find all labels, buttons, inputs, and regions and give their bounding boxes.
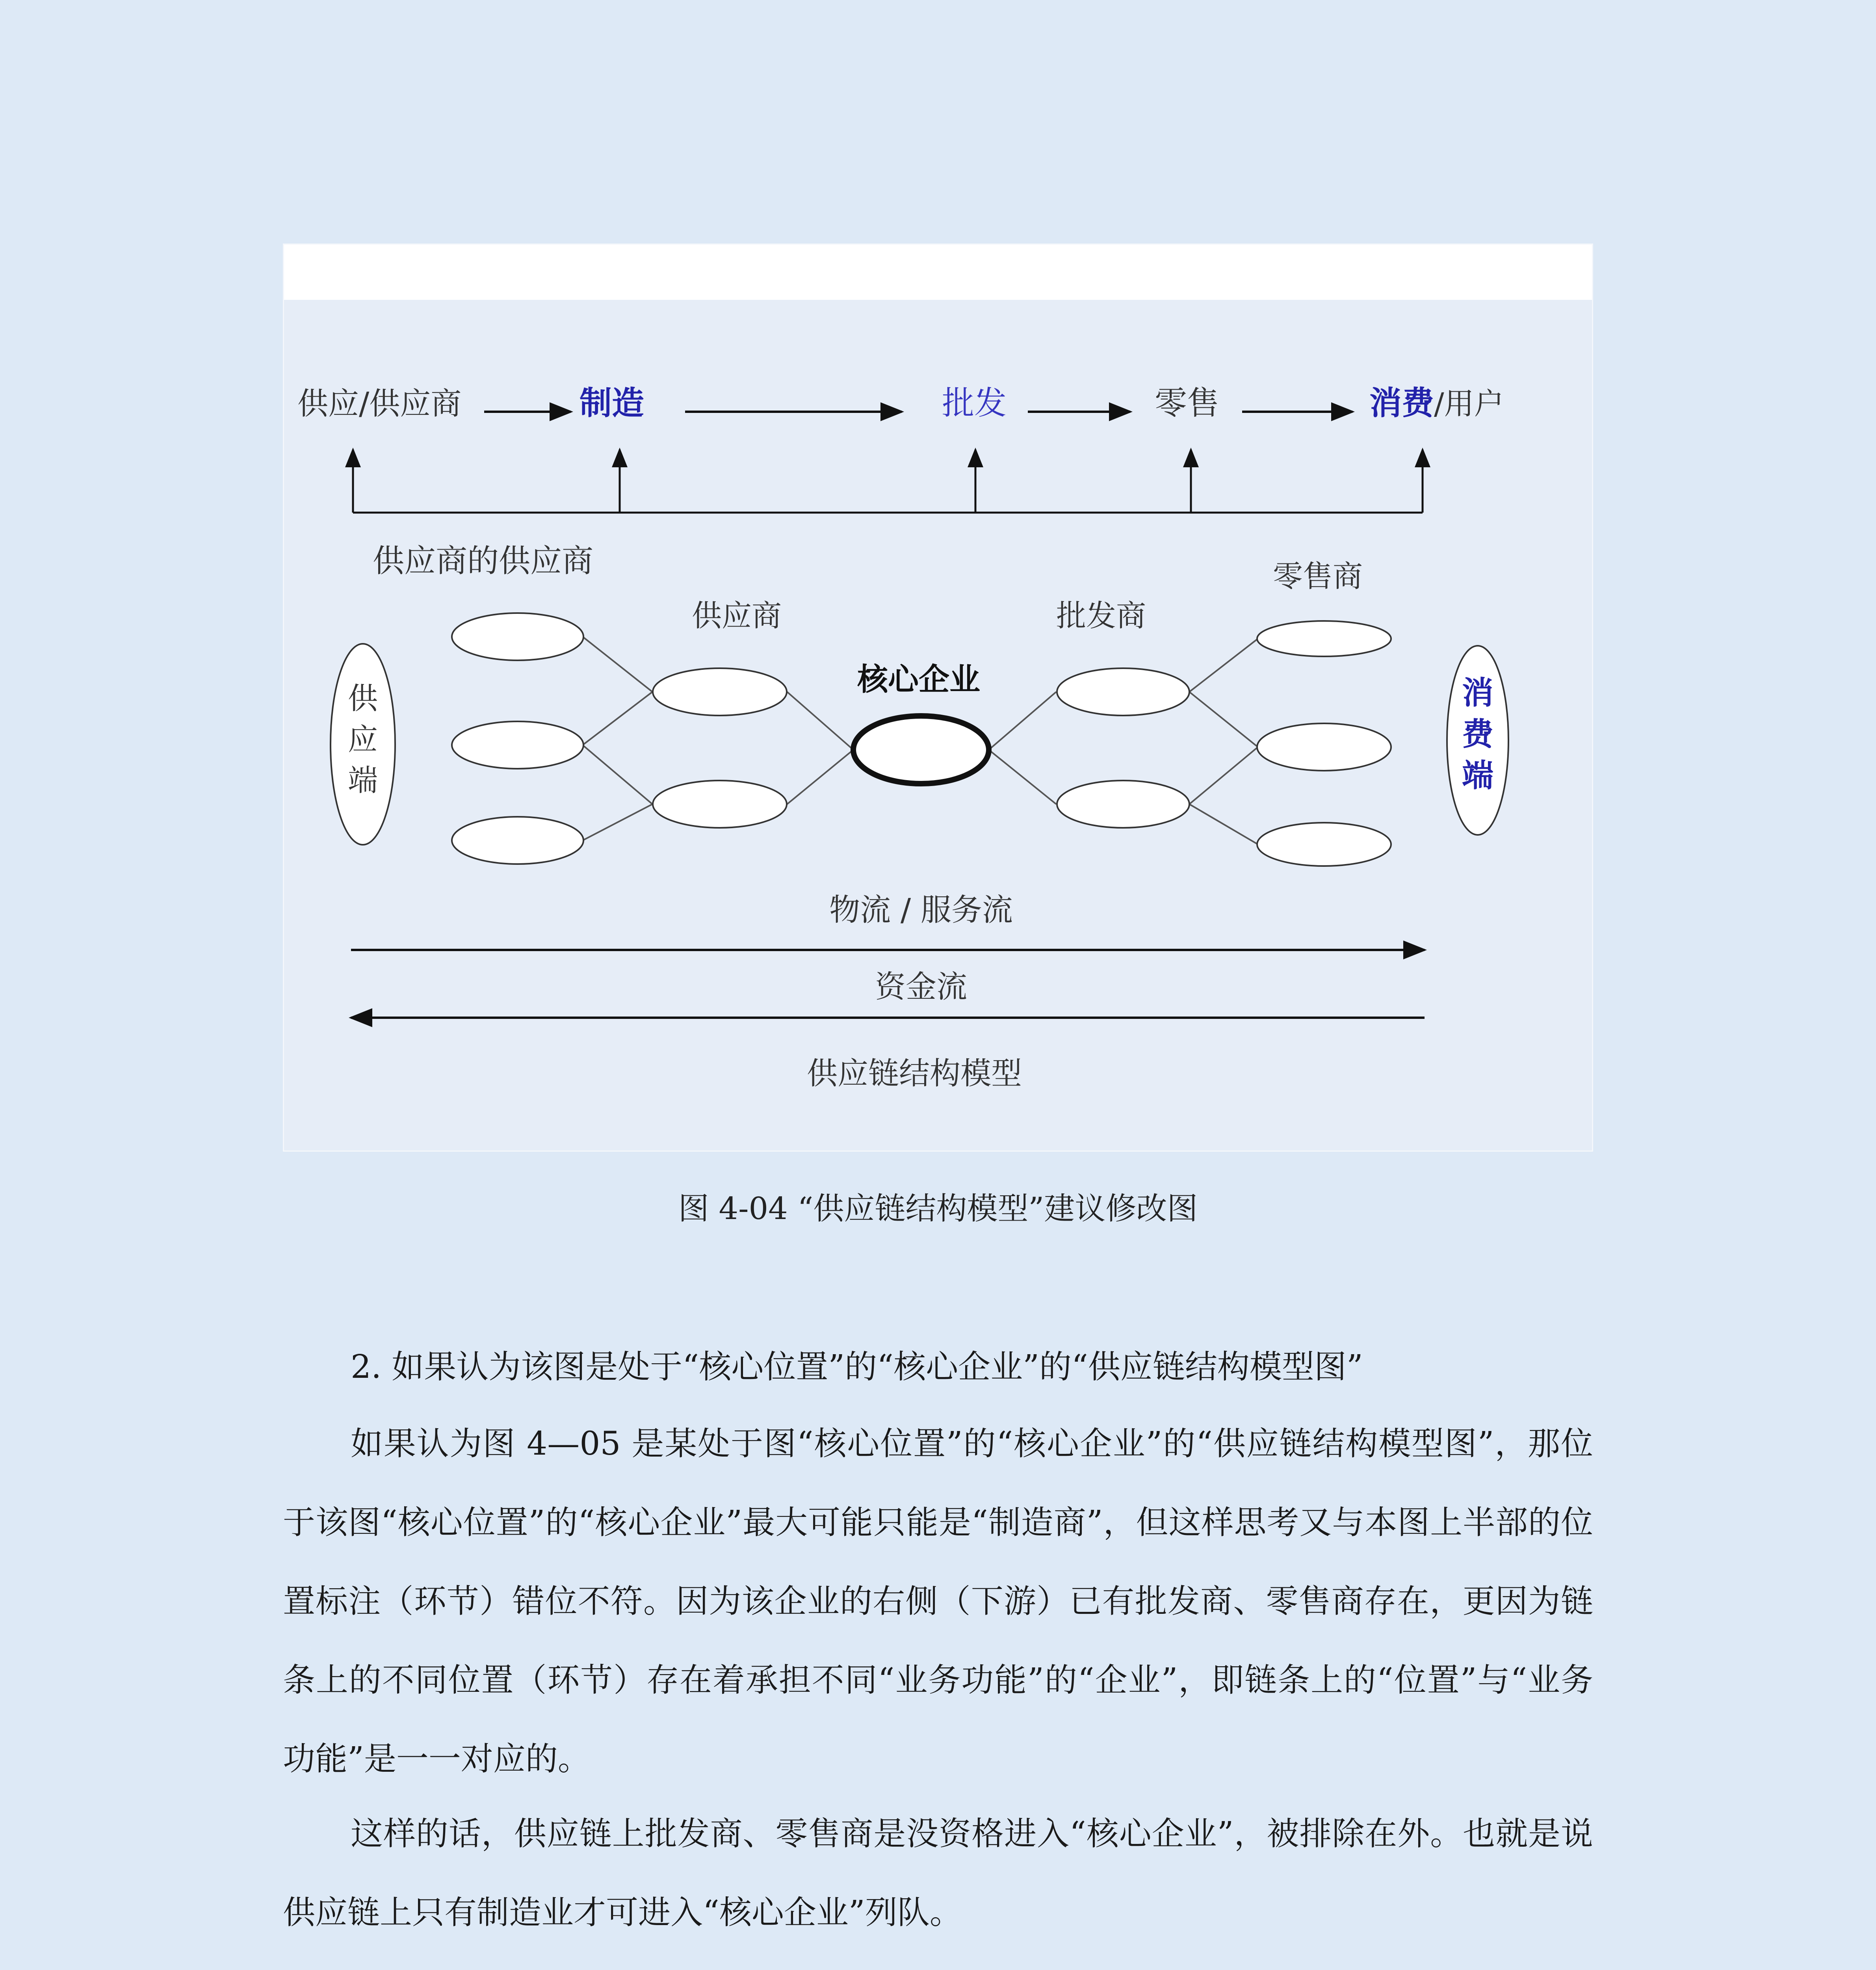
link bbox=[583, 637, 652, 692]
position-bracket bbox=[353, 450, 1423, 513]
label-retailer: 零售商 bbox=[1273, 559, 1363, 594]
flow-retail-label: 零售 bbox=[1155, 385, 1220, 422]
label-wholesaler: 批发商 bbox=[1056, 598, 1146, 633]
label-supplier-of-supplier: 供应商的供应商 bbox=[373, 543, 593, 579]
supply-chain-diagram bbox=[284, 245, 1594, 1153]
link bbox=[787, 750, 853, 804]
body-paragraph-2: 这样的话，供应链上批发商、零售商是没资格进入“核心企业”，被排除在外。也就是说供应链上只有制造业才可进入“核心企业”列队。 bbox=[283, 1815, 1593, 1931]
node-wholesaler-1 bbox=[1057, 668, 1189, 716]
flow-supplier-label: 供应/供应商 bbox=[297, 386, 462, 422]
flow-manufacturing-label: 制造 bbox=[580, 385, 645, 422]
link bbox=[583, 692, 652, 745]
supply-end-char-2: 应 bbox=[348, 722, 378, 757]
node-supplier-of-supplier-3 bbox=[452, 817, 583, 864]
figure-caption: 图 4-04 “供应链结构模型”建议修改图 bbox=[678, 1191, 1198, 1227]
flow-consumer-suffix: /用户 bbox=[1434, 386, 1504, 421]
node-supplier-of-supplier-1 bbox=[452, 613, 583, 660]
link bbox=[583, 745, 652, 804]
label-supplier: 供应商 bbox=[692, 598, 782, 633]
supply-end-char-1: 供 bbox=[348, 681, 378, 716]
link bbox=[989, 692, 1056, 750]
node-core-enterprise bbox=[853, 716, 989, 784]
node-supplier-1 bbox=[653, 668, 787, 716]
link bbox=[787, 692, 853, 750]
flow-consumer-prefix: 消费 bbox=[1369, 385, 1434, 422]
consume-end-char-1: 消 bbox=[1462, 675, 1493, 711]
label-core-enterprise: 核心企业 bbox=[857, 662, 981, 697]
supply-end-char-3: 端 bbox=[348, 763, 378, 798]
flow-consumer-label bbox=[1369, 385, 1504, 422]
node-supplier-of-supplier-2 bbox=[452, 721, 583, 769]
section-heading: 2. 如果认为该图是处于“核心位置”的“核心企业”的“供应链结构模型图” bbox=[351, 1348, 1363, 1386]
link bbox=[1189, 747, 1258, 804]
supply-chain-figure bbox=[283, 243, 1593, 1152]
body-paragraph-1: 如果认为图 4—05 是某处于图“核心位置”的“核心企业”的“供应链结构模型图”，那位于该图“核心位置”的“核心企业”最大可能只能是“制造商”，但这样思考又与本图上半部的位置标注（环节）错位不符。因为该企业的右侧（下游）已有批发商、零售商存在，更因为链条上的不同位置（环节）存在着承担不同“业务功能”的“企业”，即链条上的“位置”与“业务功能”是一一对应的。 bbox=[283, 1425, 1593, 1778]
node-supplier-2 bbox=[653, 781, 787, 828]
link bbox=[583, 804, 652, 840]
model-title: 供应链结构模型 bbox=[806, 1056, 1022, 1091]
logistics-flow-label: 物流 / 服务流 bbox=[829, 892, 1013, 928]
node-wholesaler-2 bbox=[1057, 781, 1189, 828]
node-retailer-1 bbox=[1257, 621, 1391, 656]
link bbox=[1189, 804, 1258, 844]
capital-flow-label: 资金流 bbox=[875, 969, 968, 1005]
link bbox=[1189, 639, 1258, 692]
consume-end-char-3: 端 bbox=[1462, 757, 1493, 794]
consume-end-char-2: 费 bbox=[1462, 716, 1493, 753]
link bbox=[1189, 692, 1258, 747]
flow-wholesale-label: 批发 bbox=[942, 385, 1007, 422]
body-paragraph-3 bbox=[283, 1952, 1593, 1970]
link bbox=[989, 750, 1056, 804]
node-retailer-2 bbox=[1257, 723, 1391, 771]
node-retailer-3 bbox=[1257, 823, 1391, 866]
